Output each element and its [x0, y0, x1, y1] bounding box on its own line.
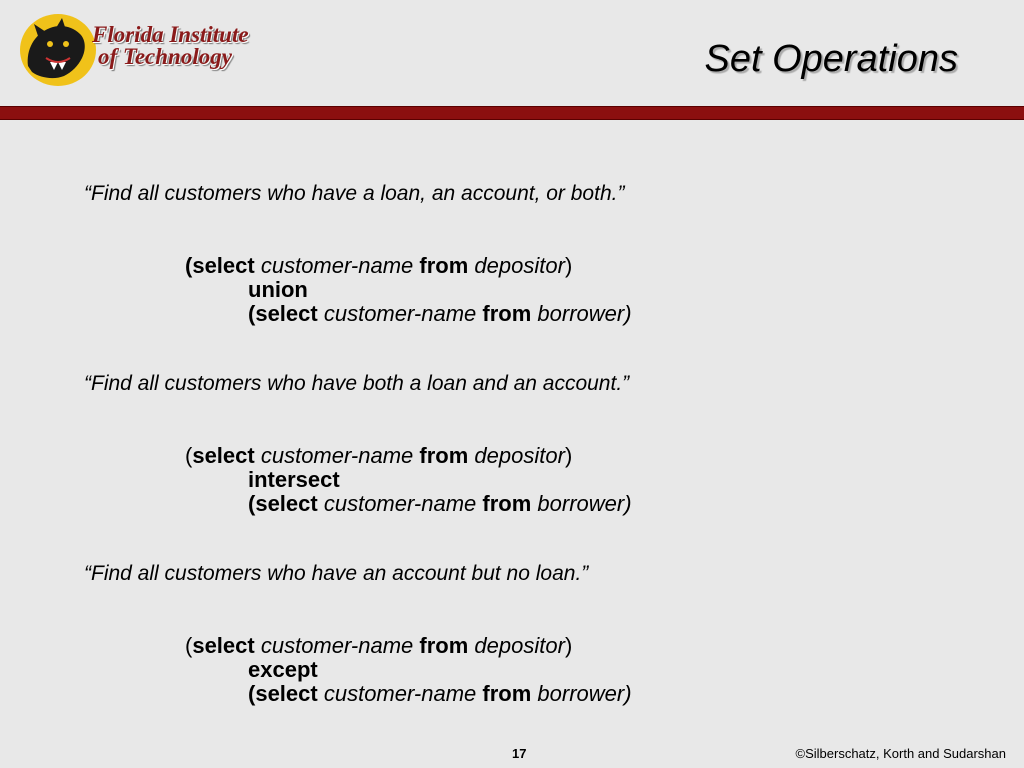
attribute: customer-name	[260, 253, 414, 278]
query-line: (select customer-name from depositor)	[185, 253, 573, 278]
set-operator: union	[248, 277, 308, 302]
panther-emblem	[20, 14, 96, 86]
sql-query-except	[185, 634, 632, 706]
attribute: customer-name	[323, 681, 477, 706]
sql-query-union	[185, 254, 632, 326]
query-description-union: “Find all customers who have a loan, an account, or both.”	[84, 182, 625, 205]
keyword: select	[192, 633, 255, 658]
keyword: from	[419, 443, 469, 468]
keyword: from	[482, 681, 532, 706]
copyright-notice: ©Silberschatz, Korth and Sudarshan	[795, 746, 1006, 761]
attribute: customer-name	[323, 491, 477, 516]
keyword: from	[419, 633, 469, 658]
relation: borrower)	[537, 491, 632, 516]
keyword: select	[255, 491, 318, 516]
keyword: from	[419, 253, 469, 278]
set-operator: except	[248, 657, 318, 682]
keyword: from	[482, 491, 532, 516]
relation: borrower)	[537, 301, 632, 326]
relation: depositor	[474, 443, 565, 468]
query-line: (select customer-name from borrower)	[248, 491, 632, 516]
query-line: (select customer-name from depositor)	[185, 443, 573, 468]
relation: depositor	[474, 253, 565, 278]
institution-logo	[20, 14, 260, 90]
relation: borrower)	[537, 681, 632, 706]
query-description-intersect: “Find all customers who have both a loan and an account.”	[84, 372, 630, 395]
attribute: customer-name	[260, 443, 414, 468]
title-divider	[0, 106, 1024, 120]
attribute: customer-name	[323, 301, 477, 326]
keyword: select	[192, 443, 255, 468]
keyword: from	[482, 301, 532, 326]
attribute: customer-name	[260, 633, 414, 658]
logo-line-2: of Technology	[98, 44, 232, 69]
page-number: 17	[512, 746, 527, 761]
keyword: select	[255, 681, 318, 706]
query-line: (select customer-name from depositor)	[185, 633, 573, 658]
panther-icon	[20, 14, 96, 86]
set-operator: intersect	[248, 467, 340, 492]
keyword: select	[192, 253, 255, 278]
query-description-except: “Find all customers who have an account but no loan.”	[84, 562, 589, 585]
sql-query-intersect	[185, 444, 632, 516]
logo-wordmark	[92, 24, 249, 68]
query-line: (select customer-name from borrower)	[248, 681, 632, 706]
logo-line-1: Florida Institute	[92, 22, 249, 47]
keyword: select	[255, 301, 318, 326]
relation: depositor	[474, 633, 565, 658]
slide-title: Set Operations	[704, 38, 958, 80]
query-line: (select customer-name from borrower)	[248, 301, 632, 326]
